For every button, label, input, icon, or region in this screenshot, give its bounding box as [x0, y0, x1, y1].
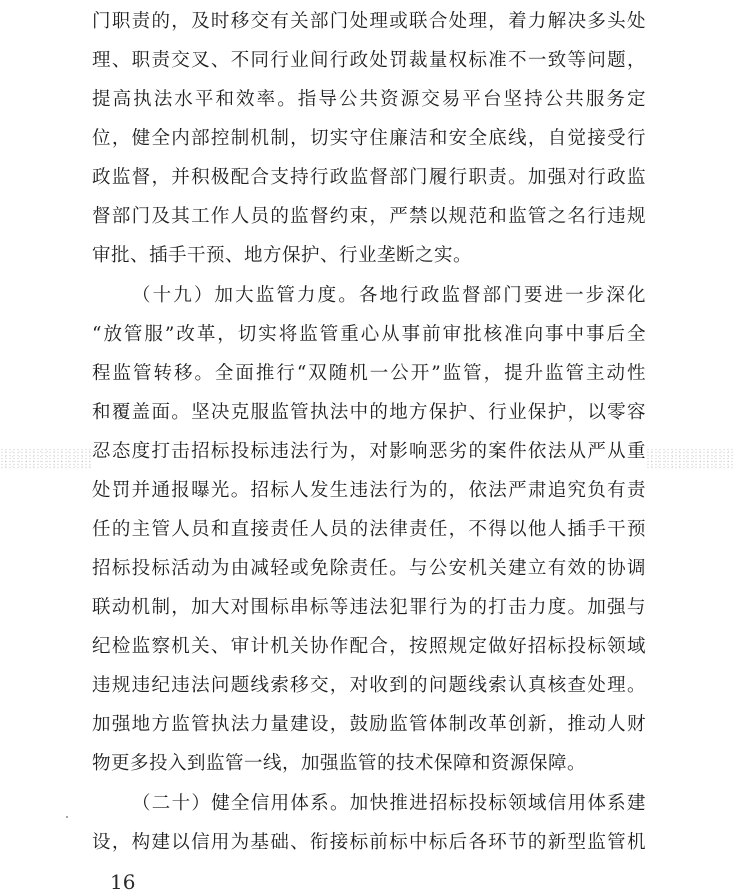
body-text-line: 理、职责交叉、不同行业间行政处罚裁量权标准不一致等问题， — [92, 50, 646, 71]
body-text-line: 纪检监察机关、审计机关协作配合，按照规定做好招标投标领域 — [92, 636, 646, 657]
scan-speck — [66, 816, 68, 818]
section-20-heading-line: （二十）健全信用体系。加快推进招标投标领域信用体系建 — [132, 793, 646, 814]
body-text-line: 和覆盖面。坚决克服监管执法中的地方保护、行业保护，以零容 — [92, 402, 646, 423]
body-text-line: 督部门及其工作人员的监督约束，严禁以规范和监管之名行违规 — [92, 206, 646, 227]
body-text-line: 审批、插手干预、地方保护、行业垄断之实。 — [92, 245, 473, 266]
body-text-line: 处罚并通报曝光。招标人发生违法行为的，依法严肃追究负有责 — [92, 480, 646, 501]
body-text-line: 招标投标活动为由减轻或免除责任。与公安机关建立有效的协调 — [92, 558, 646, 579]
scan-noise-band-left — [0, 448, 92, 470]
body-text-line: 程监管转移。全面推行“双随机一公开”监管，提升监管主动性 — [92, 363, 646, 384]
body-text-line: 物更多投入到监管一线，加强监管的技术保障和资源保障。 — [92, 753, 587, 774]
scan-noise-band-right — [646, 448, 733, 470]
page-number: 16 — [110, 870, 136, 894]
body-text-line: 忍态度打击招标投标违法行为，对影响恶劣的案件依法从严从重 — [92, 441, 646, 462]
body-text-line: 加强地方监管执法力量建设，鼓励监管体制改革创新，推动人财 — [92, 714, 646, 735]
body-text-line: “放管服”改革，切实将监管重心从事前审批核准向事中事后全 — [92, 324, 646, 345]
body-text-line: 设，构建以信用为基础、衔接标前标中标后各环节的新型监管机 — [92, 832, 646, 853]
body-text-line: 提高执法水平和效率。指导公共资源交易平台坚持公共服务定 — [92, 89, 646, 110]
section-19-heading-line: （十九）加大监管力度。各地行政监督部门要进一步深化 — [132, 285, 646, 306]
body-text-line: 违规违纪违法问题线索移交，对收到的问题线索认真核查处理。 — [92, 675, 646, 696]
body-text-line: 位，健全内部控制机制，切实守住廉洁和安全底线，自觉接受行 — [92, 128, 646, 149]
body-text-line: 任的主管人员和直接责任人员的法律责任，不得以他人插手干预 — [92, 519, 646, 540]
body-text-line: 政监督，并积极配合支持行政监督部门履行职责。加强对行政监 — [92, 167, 646, 188]
body-text-line: 联动机制，加大对围标串标等违法犯罪行为的打击力度。加强与 — [92, 597, 646, 618]
body-text-line: 门职责的，及时移交有关部门处理或联合处理，着力解决多头处 — [92, 11, 646, 32]
